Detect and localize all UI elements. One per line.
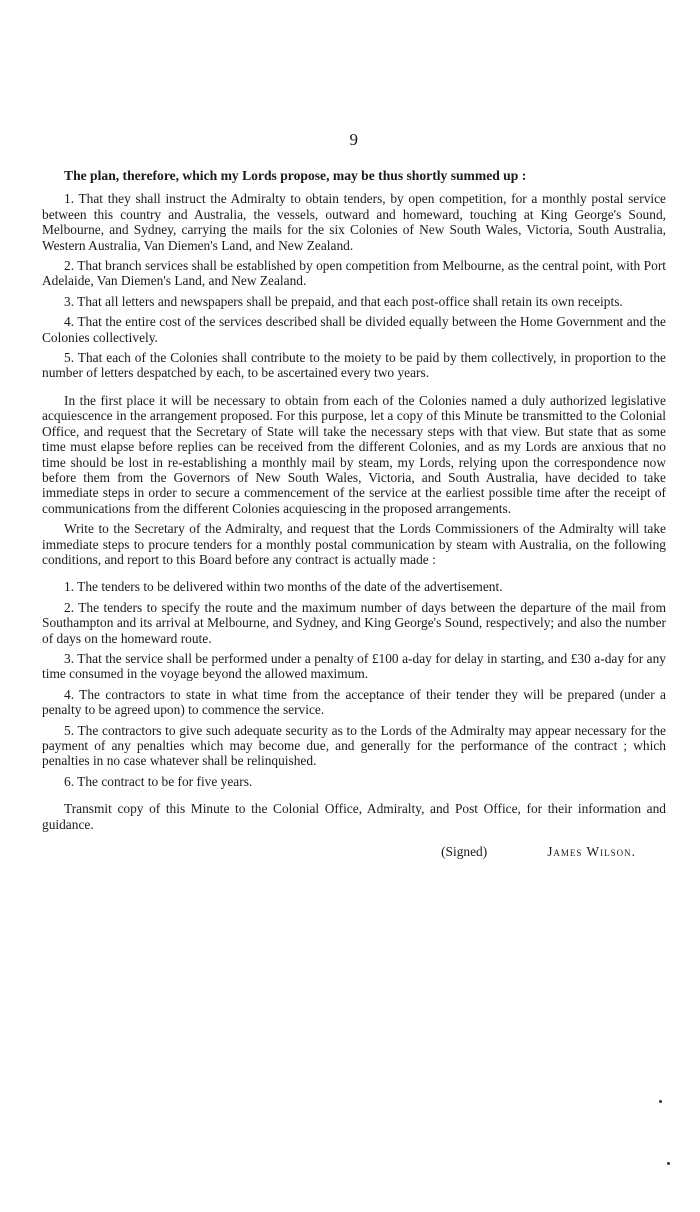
condition-item: 2. The tenders to specify the route and the maximum number of days between the departure of the mail from Southampton and its arrival at Melbourne, and Sydney, and King George's Sound, respectively; and also the number of days on the homeward route. xyxy=(42,599,666,646)
summary-item: 1. That they shall instruct the Admiralty to obtain tenders, by open competition, for a monthly postal service between this country and Australia, the vessels, outward and homeward, touching at King George's Sound, Melbourne, and Sydney, carrying the mails for the six Colonies of New South Wales, Victoria, South Australia, Western Australia, Van Diemen's Land, and New Zealand. xyxy=(42,191,666,253)
condition-item: 1. The tenders to be delivered within two months of the date of the advertisement. xyxy=(64,579,503,595)
summary-intro: The plan, therefore, which my Lords propose, may be thus shortly summed up : xyxy=(64,168,527,183)
condition-item: 5. The contractors to give such adequate security as to the Lords of the Admiralty may appear necessary for the payment of any penalties which may become due, and generally for the performance of the contract ; which penalties in no case whatever shall be relinquished. xyxy=(42,722,666,769)
summary-item: 4. That the entire cost of the services described shall be divided equally between the Home Government and the Colonies collectively. xyxy=(42,314,666,345)
closing-paragraph: Transmit copy of this Minute to the Colonial Office, Admiralty, and Post Office, for their information and guidance. xyxy=(42,801,666,832)
conditions-list xyxy=(42,579,666,789)
summary-item: 2. That branch services shall be established by open competition from Melbourne, as the central point, with Port Adelaide, Van Diemen's Land, and New Zealand. xyxy=(42,258,666,289)
page-number: 9 xyxy=(349,130,359,149)
signed-label: (Signed) xyxy=(441,844,488,860)
signatory-name: James Wilson. xyxy=(547,844,636,860)
condition-item: 4. The contractors to state in what time from the acceptance of their tender they will be prepared (under a penalty to be agreed upon) to commence the service. xyxy=(42,686,666,718)
condition-item: 6. The contract to be for five years. xyxy=(64,773,253,789)
signature-block xyxy=(42,844,666,860)
body-paragraph: Write to the Secretary of the Admiralty, and request that the Lords Commissioners of the Admiralty will take immediate steps to procure tenders for a monthly postal communication by steam with Australia, on the following conditions, and report to this Board before any contract is actually made : xyxy=(42,521,666,567)
scan-speck xyxy=(659,1100,662,1103)
summary-list xyxy=(42,191,666,380)
scan-speck xyxy=(667,1162,670,1165)
body-paragraph: In the first place it will be necessary to obtain from each of the Colonies named a duly authorized legislative acquiescence in the arrangement proposed. For this purpose, let a copy of this Minute be transmitted to the Colonial Office, and request that the Secretary of State will take the necessary steps with that view. But state that as some time must elapse before replies can be received from the different Colonies, and as my Lords are anxious that no time should be lost in re-establishing a monthly mail by steam, my Lords, relying upon the correspondence now before them from the Governors of New South Wales, Victoria, and South Australia, have decided to take immediate steps in order to secure a commencement of the service at the earliest possible time after the receipt of communications from the different Colonies acquiescing in the proposed arrangements. xyxy=(42,392,666,516)
summary-item: 3. That all letters and newspapers shall be prepaid, and that each post-office shall retain its own receipts. xyxy=(64,293,623,309)
summary-item: 5. That each of the Colonies shall contribute to the moiety to be paid by them collectively, in proportion to the number of letters despatched by each, to be ascertained every two years. xyxy=(42,350,666,381)
condition-item: 3. That the service shall be performed under a penalty of £100 a-day for delay in starting, and £30 a-day for any time consumed in the voyage beyond the allowed maximum. xyxy=(42,650,666,682)
